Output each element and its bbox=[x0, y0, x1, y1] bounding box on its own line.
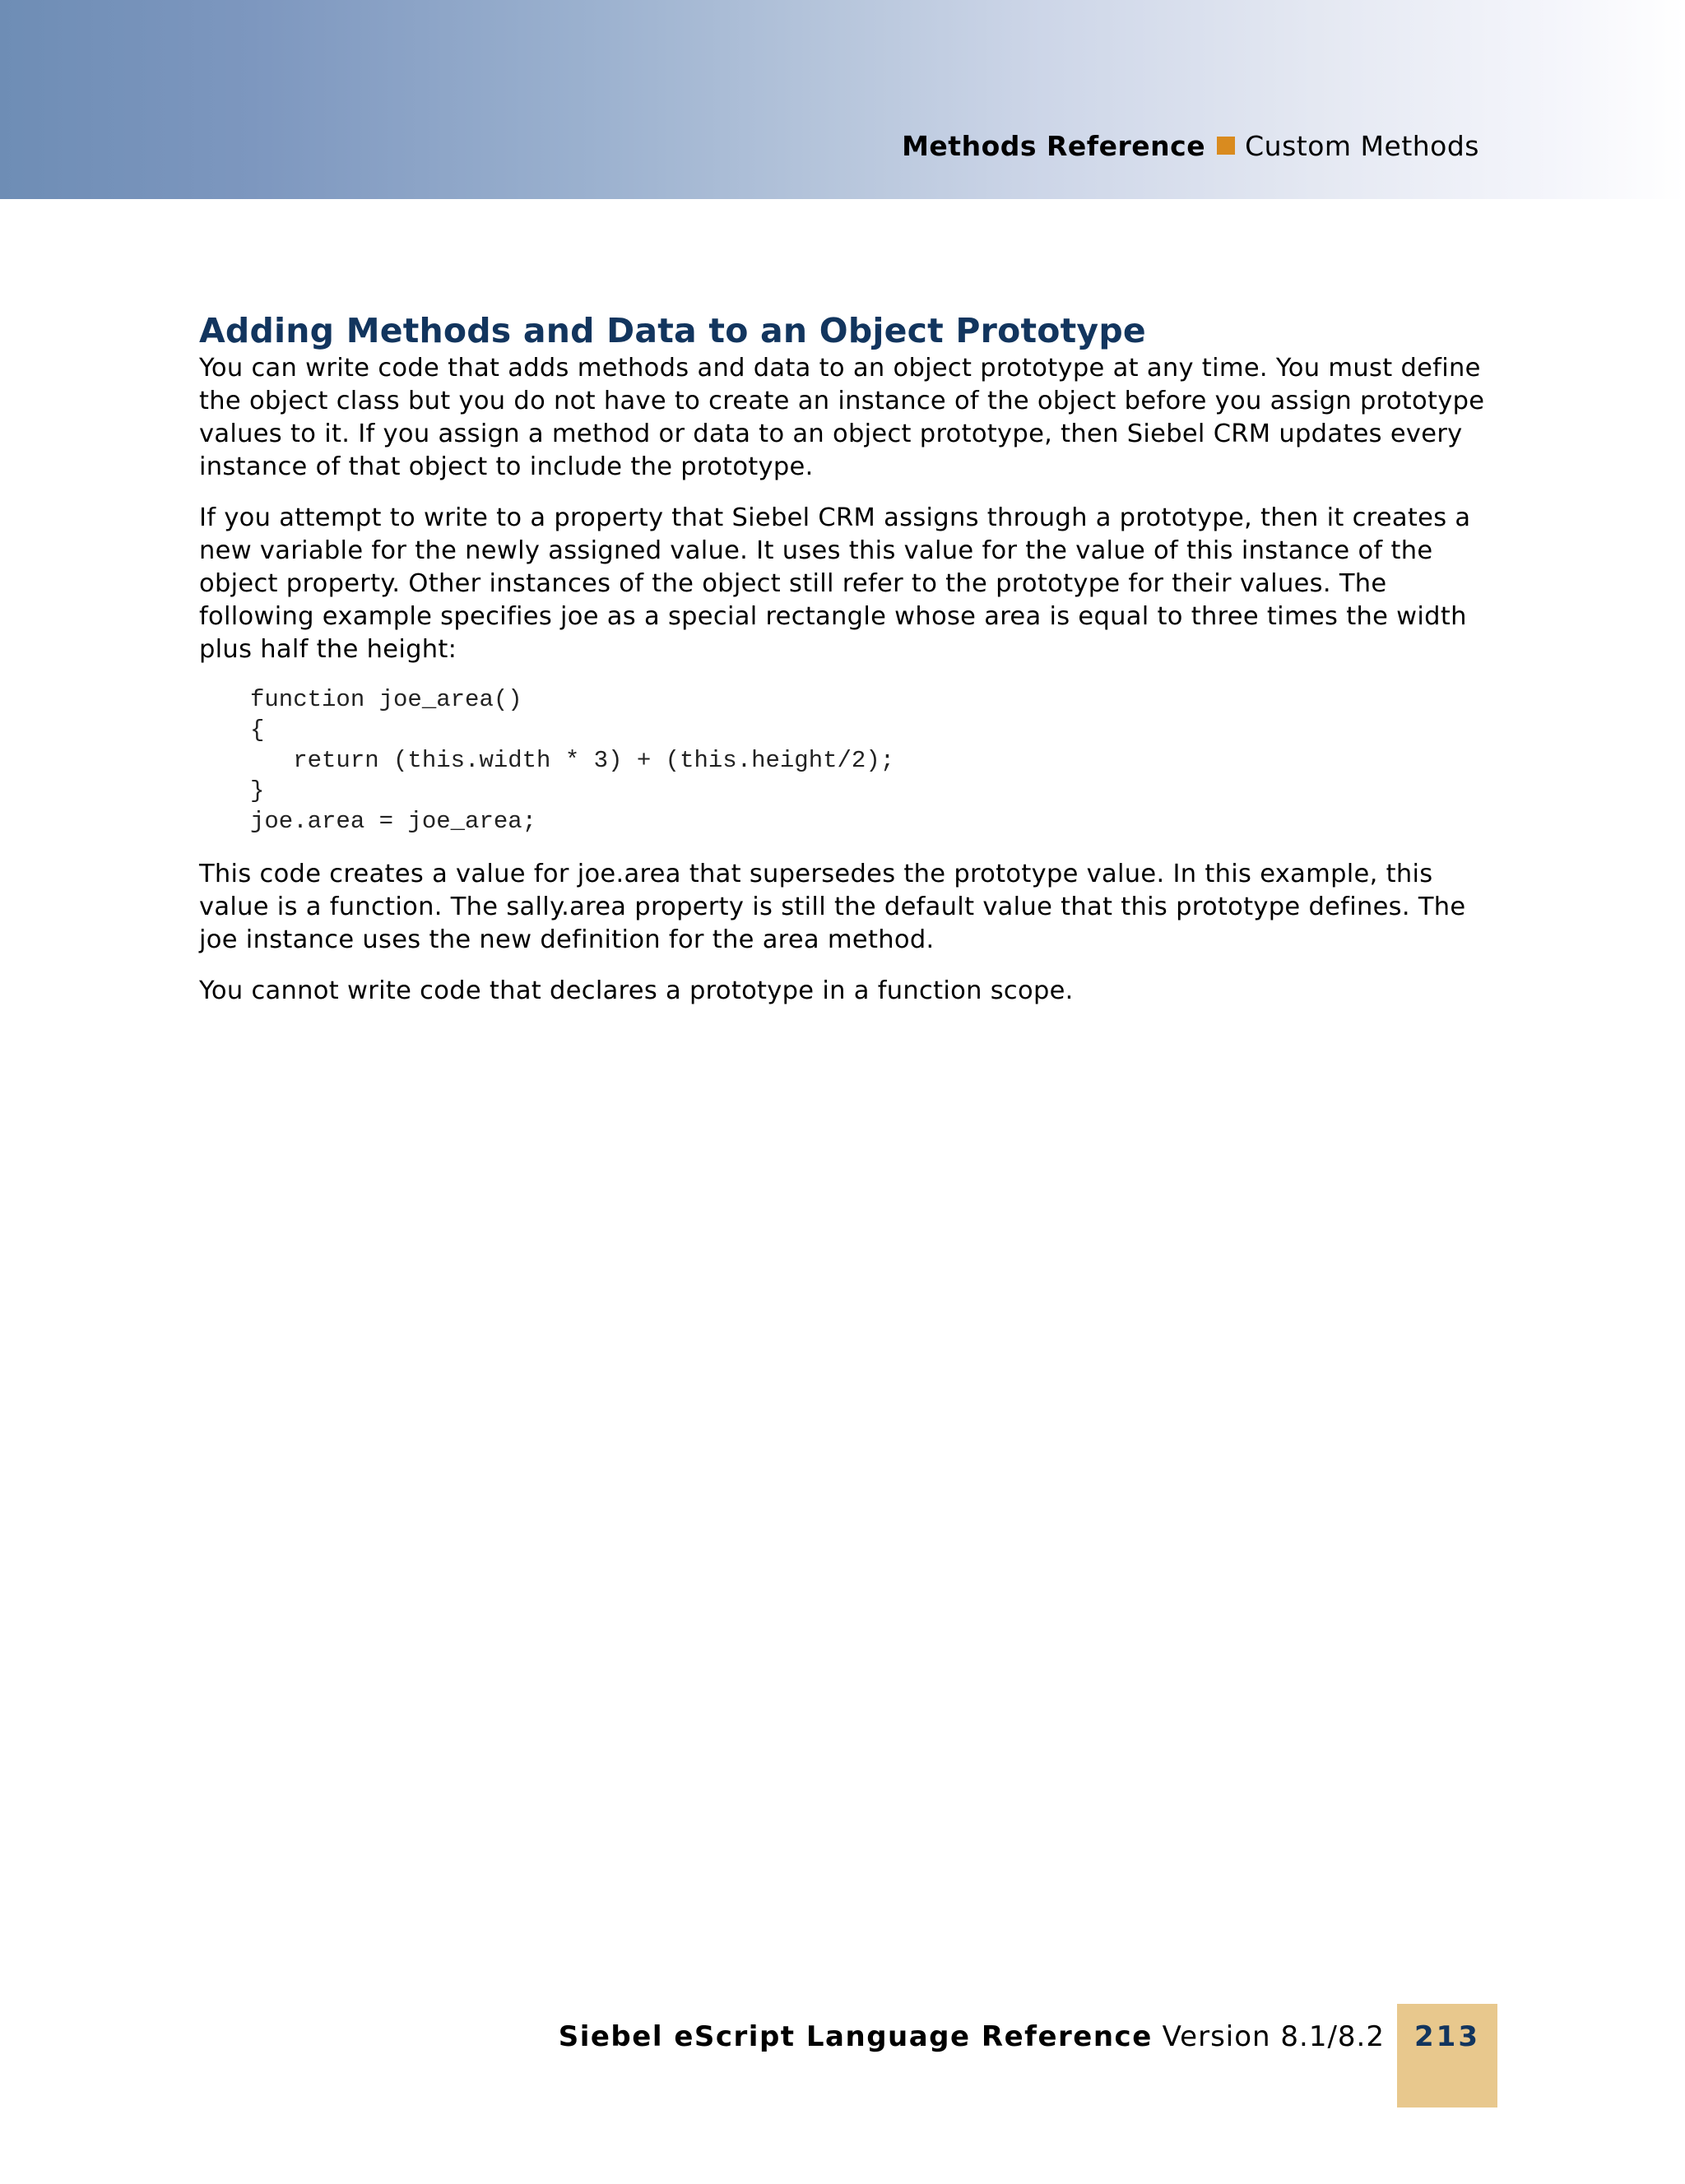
page-number: 213 bbox=[1414, 2020, 1480, 2053]
chapter-title: Methods Reference bbox=[902, 130, 1206, 162]
section-heading: Adding Methods and Data to an Object Prototype bbox=[199, 311, 1146, 350]
separator-square-icon bbox=[1217, 137, 1235, 155]
code-example: function joe_area() { return (this.width * 3) + (this.height/2); } joe.area = joe_area; bbox=[250, 686, 895, 835]
section-title: Custom Methods bbox=[1245, 130, 1479, 162]
footer-text bbox=[559, 2020, 1385, 2053]
page-number-box bbox=[1397, 2004, 1497, 2107]
main-content bbox=[199, 311, 1487, 1026]
paragraph-1: You can write code that adds methods and data to an object prototype at any time. You must define the object class but you do not have to create an instance of the object before you assign prototype values to it. If you assign a method or data to an object prototype, then Siebel CRM updates every instance of that object to include the prototype. bbox=[199, 354, 1485, 481]
running-head bbox=[902, 130, 1479, 162]
header-band bbox=[0, 0, 1685, 199]
paragraph-2: If you attempt to write to a property that Siebel CRM assigns through a prototype, then it creates a new variable for the newly assigned value. It uses this value for the value of this instance of the object property. Other instances of the object still refer to the prototype for their values. The following example specifies joe as a special rectangle whose area is equal to three times the width plus half the height: bbox=[199, 503, 1471, 664]
page-footer bbox=[0, 2004, 1685, 2107]
version-label: Version 8.1/8.2 bbox=[1162, 2020, 1385, 2053]
book-title: Siebel eScript Language Reference bbox=[558, 2020, 1153, 2053]
paragraph-3: This code creates a value for joe.area that supersedes the prototype value. In this example, this value is a function. The sally.area property is still the default value that this prototype defines. The joe instance uses the new definition for the area method. bbox=[199, 860, 1466, 954]
paragraph-4: You cannot write code that declares a prototype in a function scope. bbox=[199, 976, 1074, 1005]
